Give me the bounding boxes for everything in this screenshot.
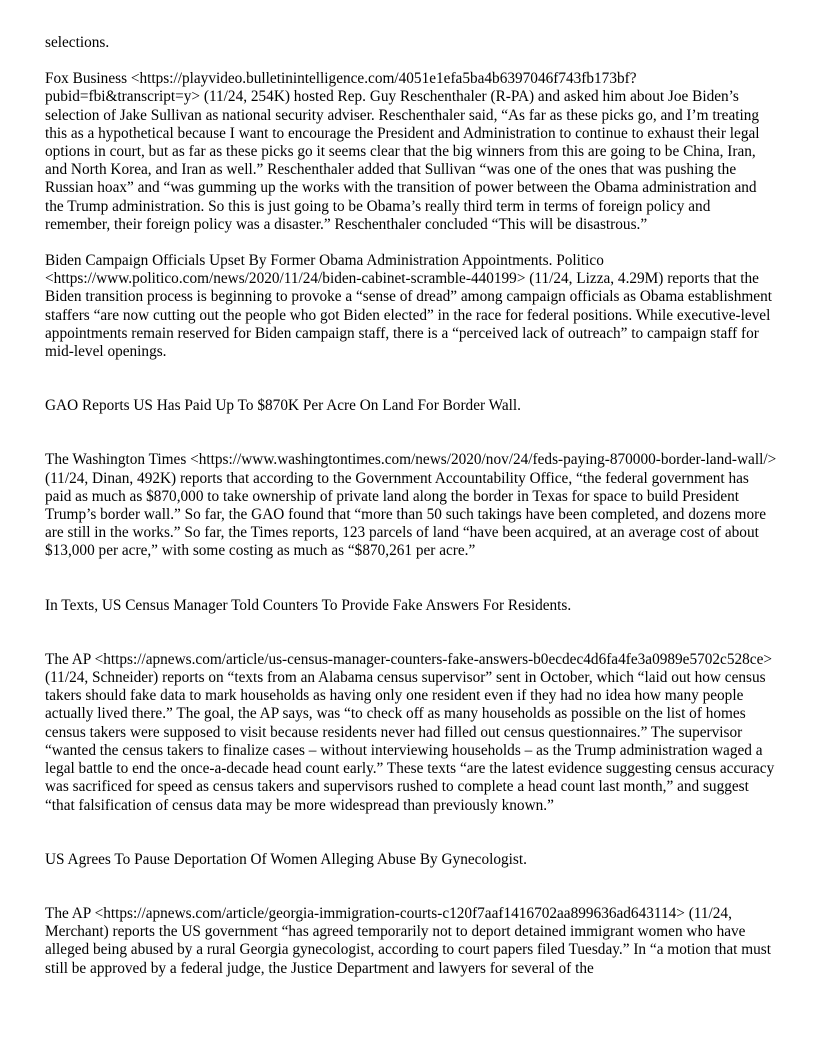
- paragraph-politico: Biden Campaign Officials Upset By Former Obama Administration Appointments. Politico <https://www.politico.com/news/2020/11/24/biden-cabinet-scramble-440199> (11/24, Lizza, 4.29M) reports that the Biden transition process is beginning to provoke a “sense of dread” among campaign officials as Obama establishment staffers “are now cutting out the people who got Biden elected” in the race for federal positions. While executive-level appointments remain reserved for Biden campaign staff, there is a “perceived lack of outreach” to campaign staff for mid-level openings.: [45, 252, 772, 361]
- paragraph-washington-times: The Washington Times <https://www.washingtontimes.com/news/2020/nov/24/feds-paying-870000-border-land-wall/> (11/24, Dinan, 492K) reports that according to the Government Accountability Office, “the federal government has paid as much as $870,000 to take ownership of private land along the border in Texas for space to build President Trump’s border wall.” So far, the GAO found that “more than 50 such takings have been completed, and dozens more are still in the works.” So far, the Times reports, 123 parcels of land “have been acquired, at an average cost of about $13,000 per acre,” with some costing as much as “$870,261 per acre.”: [45, 451, 777, 560]
- headline-deportation-pause: US Agrees To Pause Deportation Of Women Alleging Abuse By Gynecologist.: [45, 850, 527, 868]
- paragraph-fox-business: Fox Business <https://playvideo.bulletinintelligence.com/4051e1efa5ba4b6397046f743fb173bf?pubid=fbi&transcript=y> (11/24, 254K) hosted Rep. Guy Reschenthaler (R-PA) and asked him about Joe Biden’s selection of Jake Sullivan as national security adviser. Reschenthaler said, “As far as these picks go, and I’m treating this as a hypothetical because I want to encourage the President and Administration to continue to exhaust their legal options in court, but as far as these picks go it seems clear that the big winners from this are going to be China, Iran, and North Korea, and Iran as well.” Reschenthaler added that Sullivan “was one of the ones that was pushing the Russian hoax” and “was gumming up the works with the transition of power between the Obama administration and the Trump administration. So this is just going to be Obama’s really third term in terms of foreign policy and remember, their foreign policy was a disaster.” Reschenthaler concluded “This will be disastrous.”: [45, 70, 760, 233]
- headline-census-texts: In Texts, US Census Manager Told Counters To Provide Fake Answers For Residents.: [45, 596, 572, 614]
- paragraph-selections-tail: selections.: [45, 34, 110, 51]
- document-page: [45, 34, 777, 978]
- headline-gao-border-wall: GAO Reports US Has Paid Up To $870K Per Acre On Land For Border Wall.: [45, 397, 521, 415]
- paragraph-ap-georgia: The AP <https://apnews.com/article/georgia-immigration-courts-c120f7aaf1416702aa899636ad643114> (11/24, Merchant) reports the US government “has agreed temporarily not to deport detained immigrant women who have alleged being abused by a rural Georgia gynecologist, according to court papers filed Tuesday.” In “a motion that must still be approved by a federal judge, the Justice Department and lawyers for several of the: [45, 904, 771, 977]
- paragraph-ap-census: The AP <https://apnews.com/article/us-census-manager-counters-fake-answers-b0ecdec4d6fa4fe3a0989e5702c528ce> (11/24, Schneider) reports on “texts from an Alabama census supervisor” sent in October, which “laid out how census takers should fake data to mark households as having only one resident even if they had no idea how many people actually lived there.” The goal, the AP says, was “to check off as many households as possible on the list of homes census takers were supposed to visit because residents never had filled out census questionnaires.” The supervisor “wanted the census takers to finalize cases – without interviewing households – as the Trump administration waged a legal battle to end the once-a-decade head count early.” These texts “are the latest evidence suggesting census accuracy was sacrificed for speed as census takers and supervisors rushed to complete a head count last month,” and suggest “that falsification of census data may be more widespread than previously known.”: [45, 650, 775, 814]
